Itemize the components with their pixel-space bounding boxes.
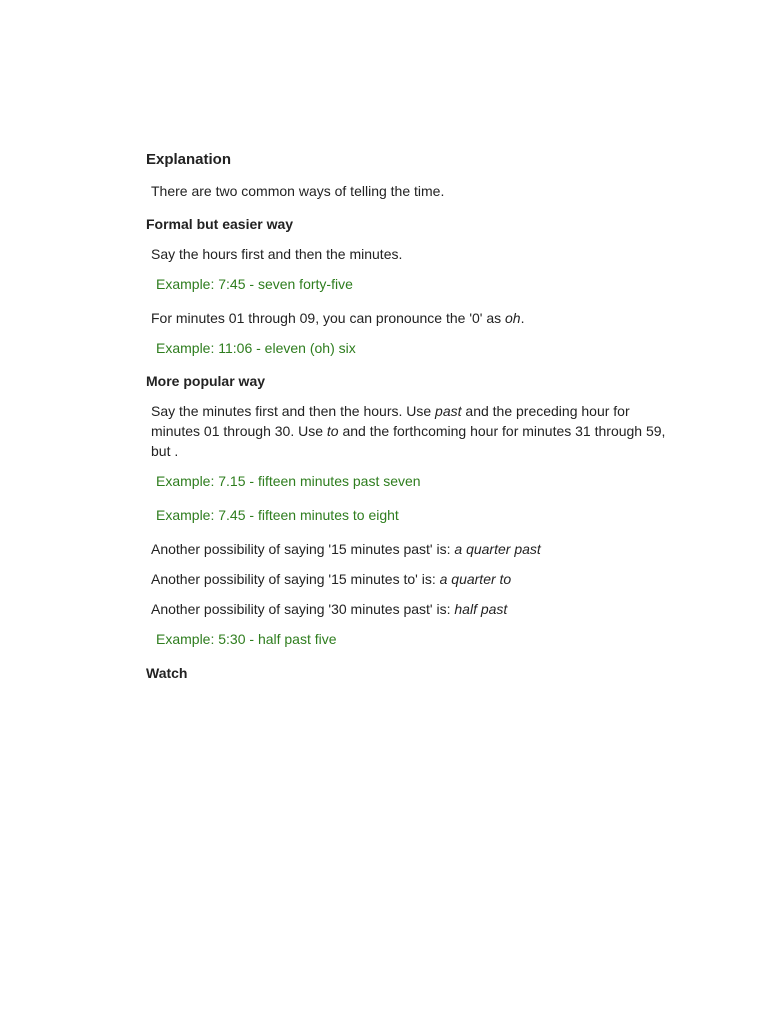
alt-quarter-past <box>151 539 666 559</box>
popular-rule-part1: Say the minutes first and then the hours. Use <box>151 403 436 419</box>
popular-rule-part3: and the forthcoming hour for minutes 31 through 59, but . <box>151 423 666 459</box>
watch-heading: Watch <box>146 665 188 681</box>
alt-quarter-to-pre: Another possibility of saying '15 minutes to' is: <box>151 571 440 587</box>
formal-way-heading: Formal but easier way <box>146 216 294 232</box>
popular-rule-text <box>151 401 666 461</box>
alt-half-past <box>151 599 666 619</box>
alt-quarter-to <box>151 569 666 589</box>
explanation-heading: Explanation <box>146 151 232 168</box>
lesson-content <box>146 150 666 693</box>
popular-example-2: Example: 7.45 - fifteen minutes to eight <box>156 507 399 523</box>
intro-text: There are two common ways of telling the time. <box>151 183 445 199</box>
alt-quarter-to-em: a quarter to <box>439 571 512 587</box>
popular-example-1: Example: 7.15 - fifteen minutes past seven <box>156 473 421 489</box>
alt-half-past-pre: Another possibility of saying '30 minutes past' is: <box>151 601 455 617</box>
popular-rule-em-to: to <box>326 423 339 439</box>
popular-example-3: Example: 5:30 - half past five <box>156 631 337 647</box>
oh-rule-pre: For minutes 01 through 09, you can pronounce the '0' as <box>151 310 506 326</box>
popular-rule-em-past: past <box>435 403 462 419</box>
oh-rule-post: . <box>520 310 525 326</box>
popular-rule-part2: and the preceding hour for minutes 01 through 30. Use <box>151 403 630 439</box>
formal-example-1: Example: 7:45 - seven forty-five <box>156 276 353 292</box>
alt-quarter-past-em: a quarter past <box>454 541 541 557</box>
alt-quarter-past-pre: Another possibility of saying '15 minutes past' is: <box>151 541 455 557</box>
oh-rule-text <box>151 308 666 328</box>
formal-example-2: Example: 11:06 - eleven (oh) six <box>156 340 356 356</box>
popular-way-heading: More popular way <box>146 373 266 389</box>
formal-rule-text: Say the hours first and then the minutes. <box>151 246 403 262</box>
alt-half-past-em: half past <box>454 601 508 617</box>
oh-rule-em: oh <box>505 310 521 326</box>
